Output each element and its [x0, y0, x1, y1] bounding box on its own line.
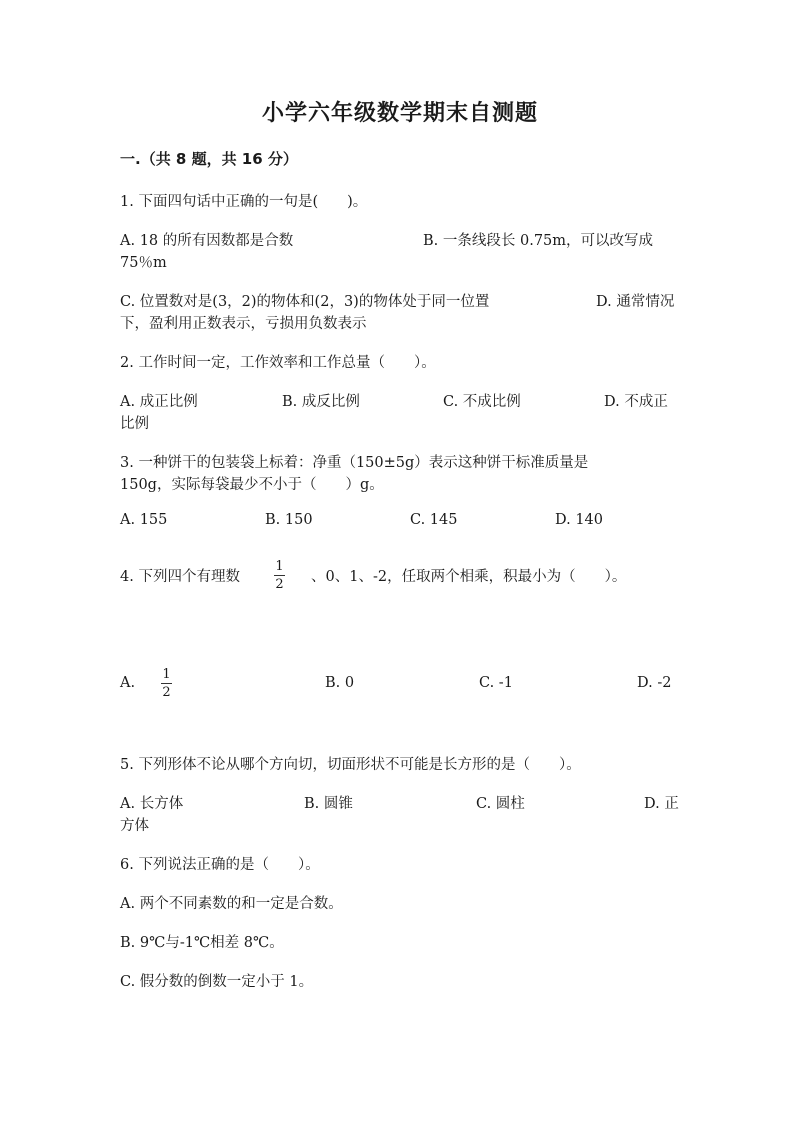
q5-option-a: A. 长方体: [120, 796, 184, 812]
q4-option-c: C. -1: [479, 675, 513, 691]
page-title: 小学六年级数学期末自测题: [261, 101, 538, 126]
q6-stem: 6. 下列说法正确的是（ ）。: [120, 857, 320, 873]
q4-option-b: B. 0: [325, 675, 355, 691]
q5-option-d: D. 正: [644, 796, 679, 812]
q6-option-b: B. 9℃与-1℃相差 8℃。: [120, 935, 284, 951]
q1-option-b-cont: 75％m: [120, 255, 167, 271]
q6-option-a: A. 两个不同素数的和一定是合数。: [120, 896, 343, 912]
q5-stem: 5. 下列形体不论从哪个方向切，切面形状不可能是长方形的是（ ）。: [120, 757, 581, 773]
q4-stem-pre: 4. 下列四个有理数: [120, 569, 240, 585]
q3-option-d: D. 140: [555, 512, 604, 528]
q1-option-d: D. 通常情况: [596, 294, 675, 310]
q4-option-d: D. -2: [637, 675, 672, 691]
fraction-denominator: 2: [162, 685, 171, 700]
q2-option-b: B. 成反比例: [282, 394, 360, 410]
q4-stem-fraction: [274, 560, 285, 591]
q2-option-c: C. 不成比例: [443, 394, 521, 410]
section-heading: 一.（共 8 题，共 16 分）: [120, 150, 298, 168]
q4-option-a-fraction: [161, 668, 172, 699]
q3-stem: 3. 一种饼干的包装袋上标着：净重（150±5g）表示这种饼干标准质量是: [120, 455, 589, 471]
q4-option-a: A.: [120, 675, 136, 691]
q2-option-a: A. 成正比例: [120, 394, 198, 410]
q2-stem: 2. 工作时间一定，工作效率和工作总量（ ）。: [120, 355, 436, 371]
q5-option-b: B. 圆锥: [304, 796, 353, 812]
q6-option-c: C. 假分数的倒数一定小于 1。: [120, 974, 314, 990]
q3-stem-cont: 150g，实际每袋最少不小于（ ）g。: [120, 477, 384, 493]
q5-option-d-cont: 方体: [120, 818, 149, 834]
fraction-bar: [161, 683, 172, 684]
q5-option-c: C. 圆柱: [476, 796, 525, 812]
q4-stem-post: 、0、1、-2，任取两个相乘，积最小为（ ）。: [311, 569, 627, 585]
fraction-numerator: 1: [162, 667, 171, 682]
q1-option-b: B. 一条线段长 0.75m，可以改写成: [423, 233, 654, 249]
fraction-denominator: 2: [275, 577, 284, 592]
q1-option-a: A. 18 的所有因数都是合数: [120, 233, 294, 249]
q1-stem: 1. 下面四句话中正确的一句是( )。: [120, 194, 368, 210]
q3-option-b: B. 150: [265, 512, 313, 528]
q1-option-c: C. 位置数对是(3，2)的物体和(2，3)的物体处于同一位置: [120, 294, 490, 310]
q1-option-d-cont: 下，盈利用正数表示，亏损用负数表示: [120, 316, 367, 332]
q2-option-d: D. 不成正: [604, 394, 668, 410]
q3-option-a: A. 155: [120, 512, 168, 528]
q2-option-d-cont: 比例: [120, 416, 149, 432]
q3-option-c: C. 145: [410, 512, 458, 528]
fraction-bar: [274, 575, 285, 576]
fraction-numerator: 1: [275, 559, 284, 574]
